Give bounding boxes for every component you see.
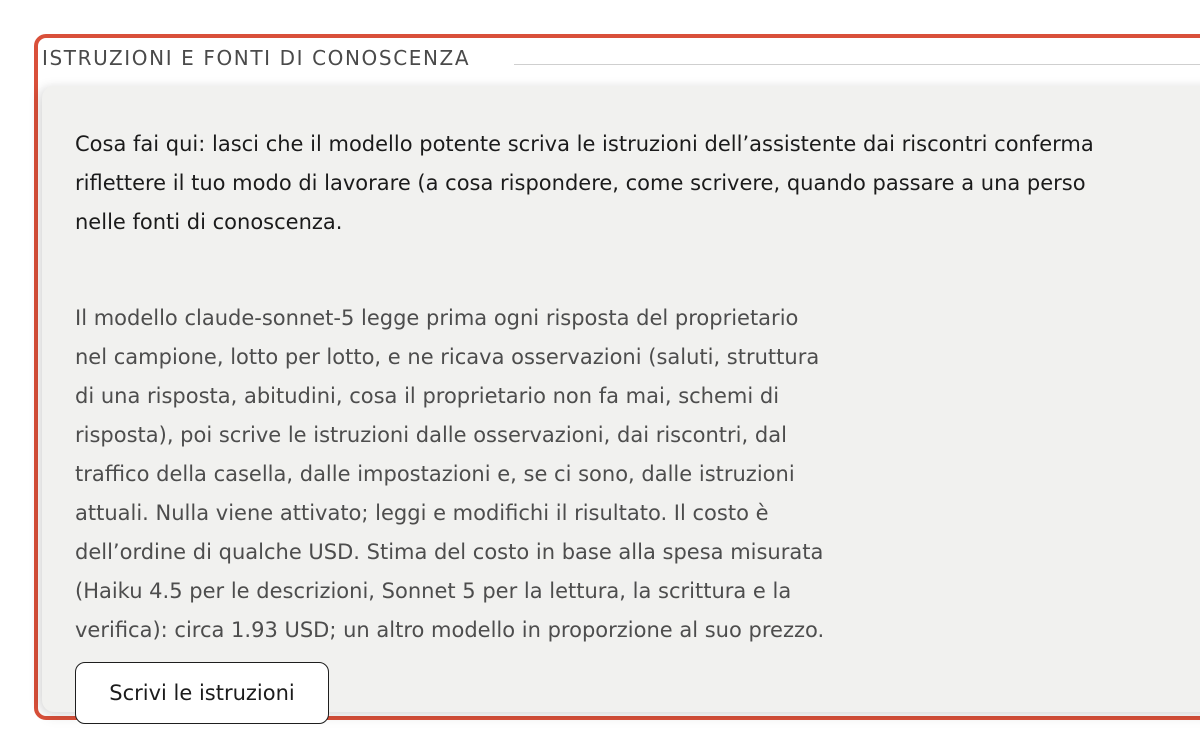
lead-line: Cosa fai qui: lasci che il modello potente scriva le istruzioni dell’assistente dai riscontri conferma [75, 132, 1094, 156]
description-line: verifica): circa 1.93 USD; un altro modello in proporzione al suo prezzo. [75, 618, 825, 642]
instructions-section [42, 42, 1200, 712]
section-divider [514, 64, 1200, 65]
description-line: Il modello claude-sonnet-5 legge prima ogni risposta del proprietario [75, 306, 799, 330]
description-line: attuali. Nulla viene attivato; leggi e modifichi il risultato. Il costo è [75, 501, 769, 525]
write-instructions-button[interactable]: Scrivi le istruzioni [75, 662, 329, 724]
description-line: nel campione, lotto per lotto, e ne ricava osservazioni (saluti, struttura [75, 345, 820, 369]
section-title: ISTRUZIONI E FONTI DI CONOSCENZA [42, 46, 488, 70]
lead-line: riflettere il tuo modo di lavorare (a cosa rispondere, come scrivere, quando passare a una perso [75, 171, 1086, 195]
description-line: di una risposta, abitudini, cosa il proprietario non fa mai, schemi di [75, 384, 780, 408]
description-line: (Haiku 4.5 per le descrizioni, Sonnet 5 per la lettura, la scrittura e la [75, 579, 792, 603]
description-line: risposta), poi scrive le istruzioni dalle osservazioni, dai riscontri, dal [75, 423, 787, 447]
description-paragraph [75, 299, 824, 650]
description-line: traffico della casella, dalle impostazioni e, se ci sono, dalle istruzioni [75, 462, 795, 486]
description-line: dell’ordine di qualche USD. Stima del costo in base alla spesa misurata [75, 540, 824, 564]
lead-paragraph [75, 125, 1200, 242]
lead-line: nelle fonti di conoscenza. [75, 210, 343, 234]
instructions-panel [42, 86, 1200, 712]
